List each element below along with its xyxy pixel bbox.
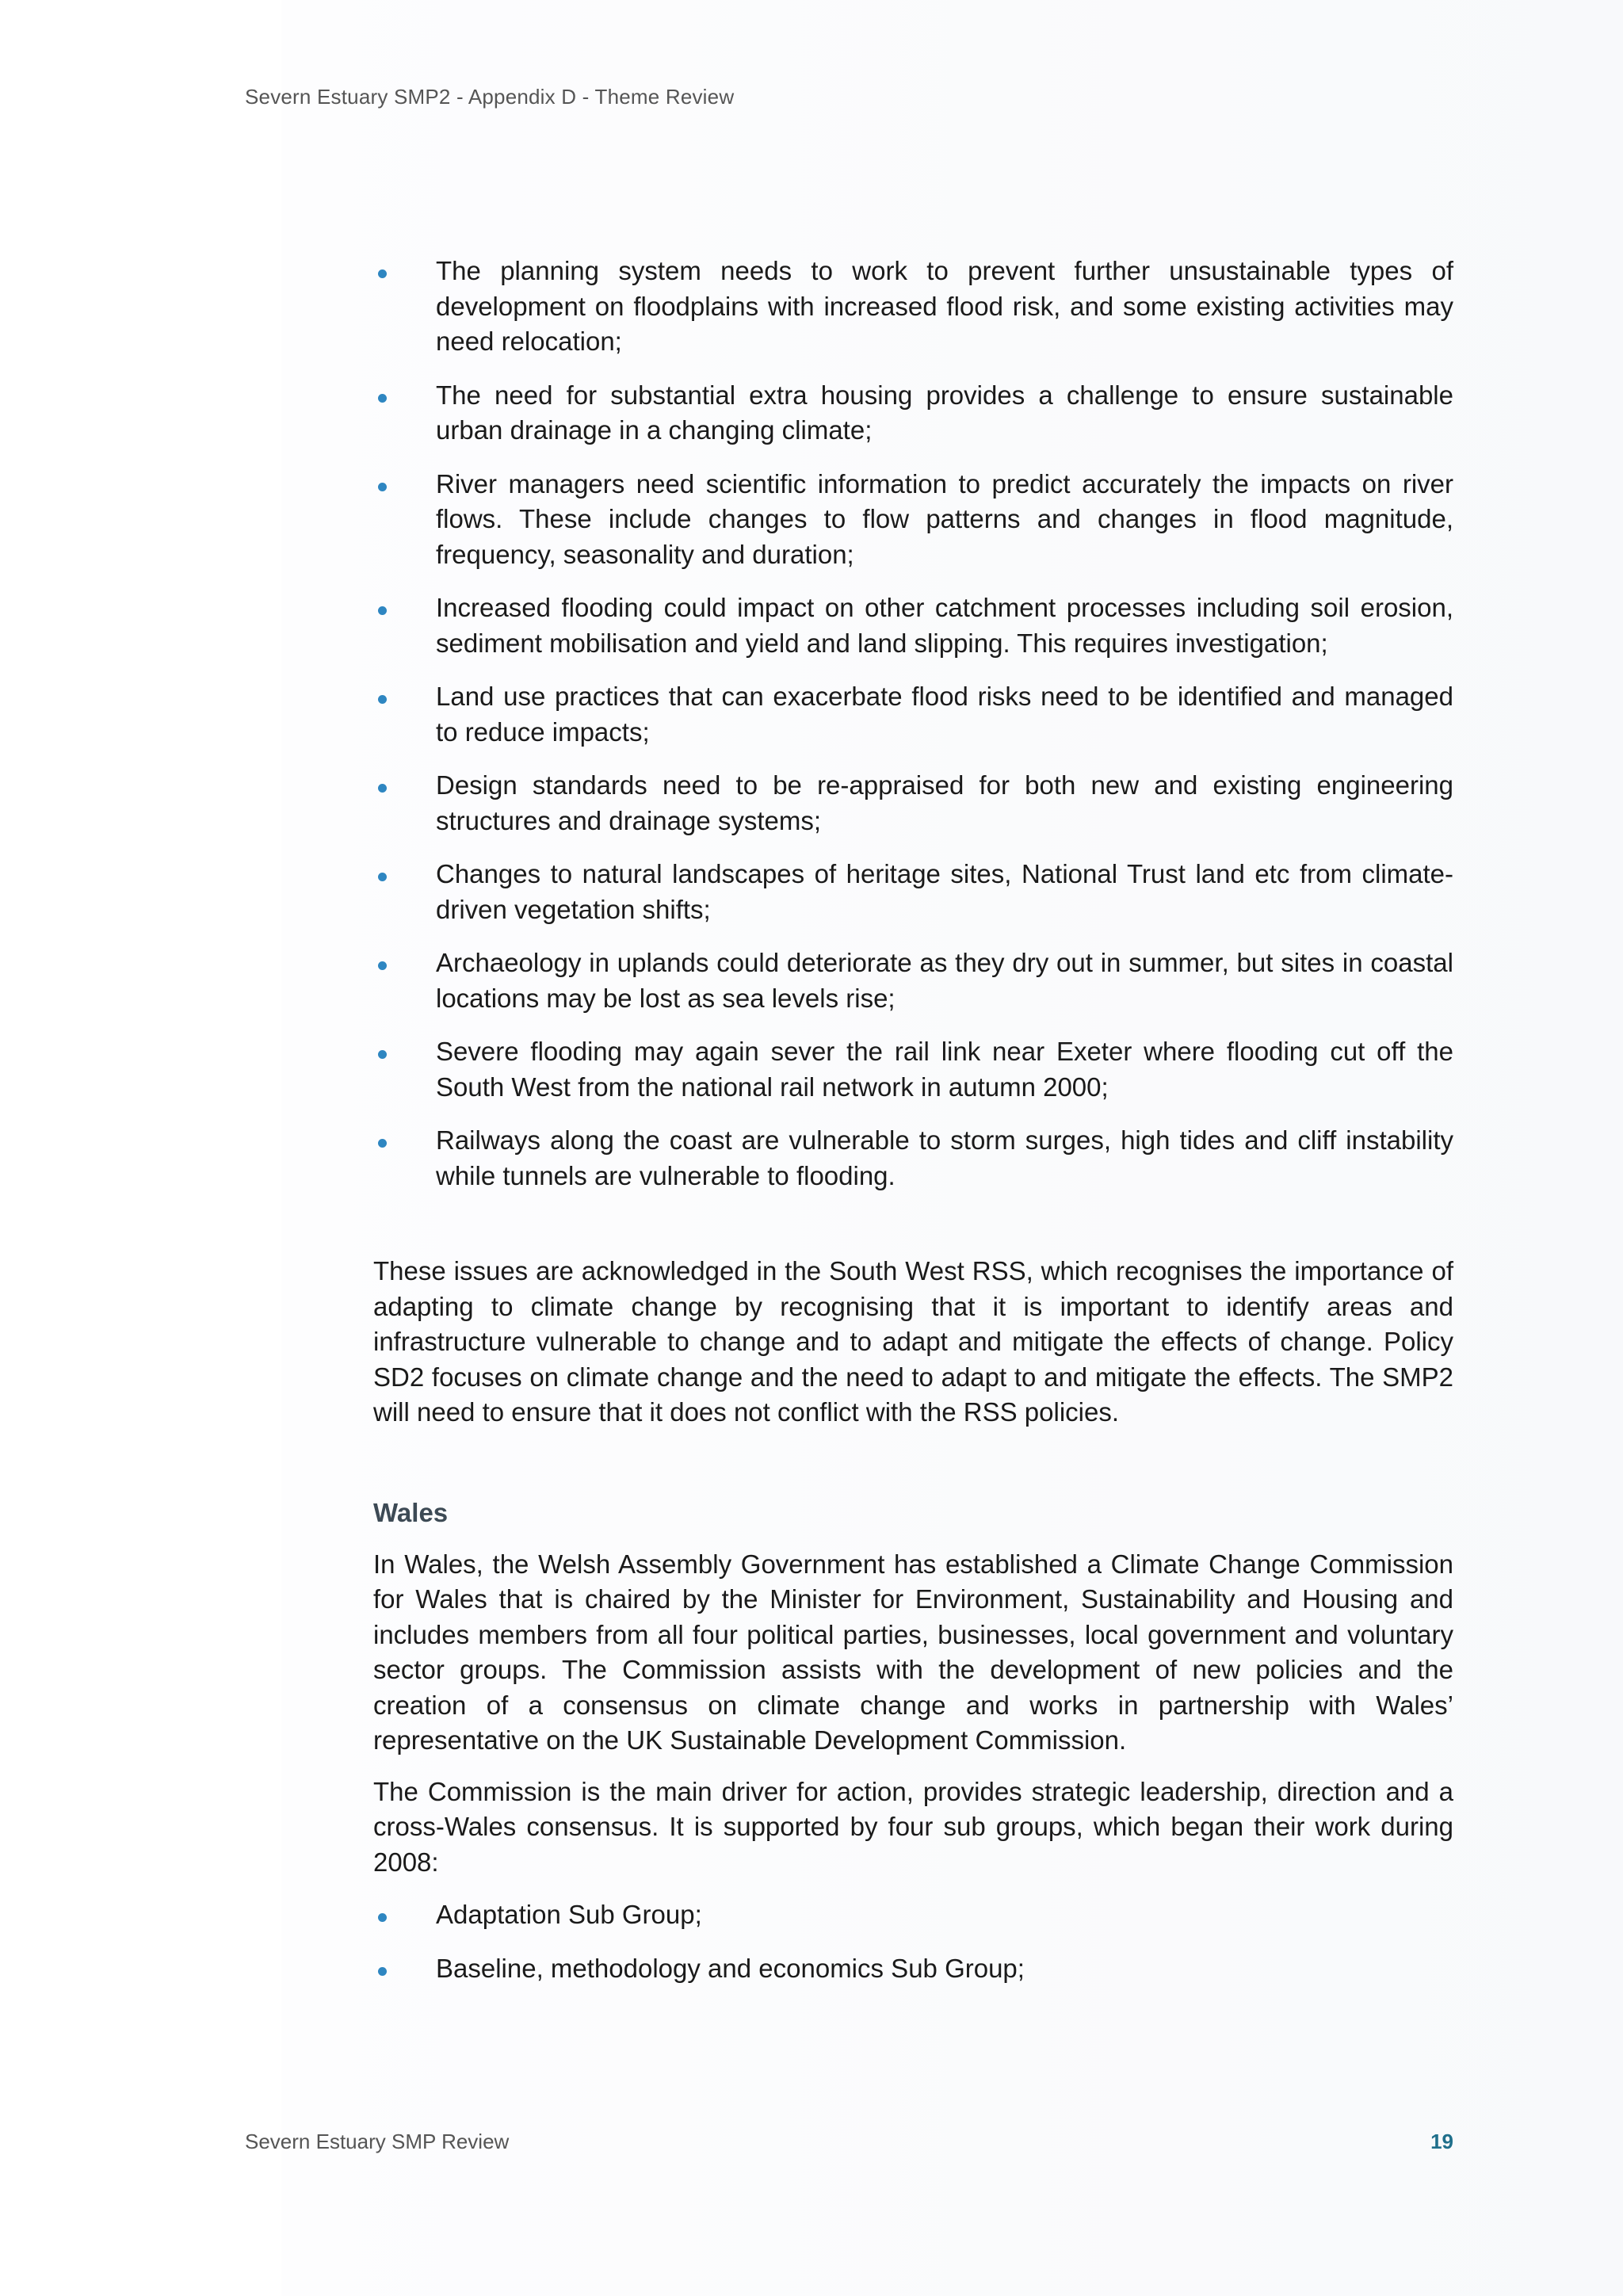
list-item [373,1897,1453,1933]
list-item [373,768,1453,839]
bullet-dot-icon [378,1913,387,1922]
bullet-dot-icon [378,483,387,491]
bullet-dot-icon [378,1967,387,1976]
list-item [373,1123,1453,1194]
list-item-text: Railways along the coast are vulnerable to storm surges, high tides and cliff instability while tunnels are vulnerable to flooding. [436,1125,1453,1190]
wales-paragraph-2: The Commission is the main driver for action, provides strategic leadership, direction and a cross-Wales consensus. It is supported by four sub groups, which began their work during 2008: [373,1776,1453,1877]
bullet-dot-icon [378,784,387,793]
bullet-dot-icon [378,269,387,278]
section-heading-wales: Wales [373,1497,449,1527]
list-item-text: Increased flooding could impact on other catchment processes including soil erosion, sediment mobilisation and yield and land slipping. This requires investigation; [436,593,1453,658]
main-content [373,254,1453,2004]
list-item [373,467,1453,573]
bullet-dot-icon [378,606,387,615]
bullet-dot-icon [378,394,387,403]
bullet-dot-icon [378,961,387,970]
bullet-dot-icon [378,873,387,881]
bullet-dot-icon [378,1050,387,1059]
list-item-text: Design standards need to be re-appraised for both new and existing engineering structures and drainage systems; [436,770,1453,835]
list-item-text: Severe flooding may again sever the rail link near Exeter where flooding cut off the South West from the national rail network in autumn 2000; [436,1037,1453,1102]
list-item [373,1951,1453,1987]
bullet-dot-icon [378,1139,387,1148]
list-item [373,254,1453,360]
wales-paragraph-1: In Wales, the Welsh Assembly Government has established a Climate Change Commission for Wales that is chaired by the Minister for Environment, Sustainability and Housing and includes members from all four political parties, businesses, local government and voluntary sector groups. The Commission assists with the development of new policies and the creation of a consensus on climate change and works in partnership with Wales’ representative on the UK Sustainable Development Commission. [373,1549,1453,1755]
list-item-text: The need for substantial extra housing provides a challenge to ensure sustainable urban drainage in a changing climate; [436,380,1453,445]
list-item [373,679,1453,750]
bullet-dot-icon [378,695,387,704]
list-item-text: Baseline, methodology and economics Sub Group; [436,1953,1025,1983]
list-item [373,1034,1453,1105]
list-item [373,857,1453,927]
list-item [373,590,1453,661]
list-item-text: River managers need scientific information to predict accurately the impacts on river flows. These include changes to flow patterns and changes in flood magnitude, frequency, seasonality and duration; [436,468,1453,569]
list-item-text: Land use practices that can exacerbate flood risks need to be identified and managed to reduce impacts; [436,682,1453,747]
list-item-text: Adaptation Sub Group; [436,1900,702,1929]
page-number: 19 [1430,2130,1453,2153]
running-footer: Severn Estuary SMP Review [245,2130,510,2153]
list-item [373,946,1453,1016]
list-item-text: The planning system needs to work to prevent further unsustainable types of development on floodplains with increased flood risk, and some existing activities may need relocation; [436,256,1453,356]
list-item-text: Archaeology in uplands could deteriorate as they dry out in summer, but sites in coastal locations may be lost as sea levels rise; [436,948,1453,1013]
rss-paragraph: These issues are acknowledged in the South West RSS, which recognises the importance of adapting to climate change by recognising that it is important to identify areas and infrastructure vulnerable to change and to adapt and mitigate the effects of change. Policy SD2 focuses on climate change and the need to adapt to and mitigate the effects. The SMP2 will need to ensure that it does not conflict with the RSS policies. [373,1256,1453,1427]
list-item-text: Changes to natural landscapes of heritage sites, National Trust land etc from climate-driven vegetation shifts; [436,859,1453,924]
sub-groups-bullet-list [373,1897,1453,1986]
running-header: Severn Estuary SMP2 - Appendix D - Theme Review [245,85,735,109]
issues-bullet-list [373,254,1453,1194]
list-item [373,378,1453,449]
